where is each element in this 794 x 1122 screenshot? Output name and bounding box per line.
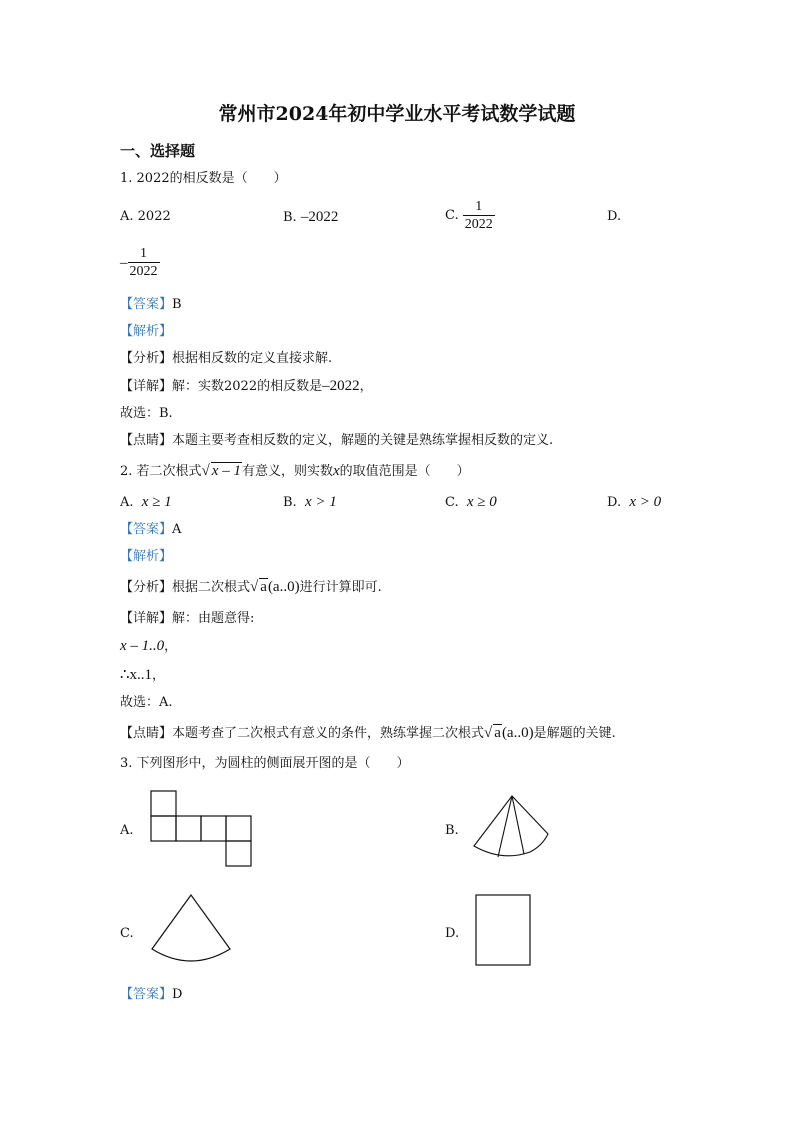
q2-option-c: C. x ≥ 0 bbox=[445, 494, 497, 510]
q1-xiangjie: 【详解】解：实数2022的相反数是–2022， bbox=[120, 378, 373, 394]
q3-option-b-figure bbox=[472, 794, 552, 862]
q3-answer: 【答案】D bbox=[120, 987, 183, 1002]
q2-dianjing: 【点睛】本题考查了二次根式有意义的条件，熟练掌握二次根式√ a(a..0)是解题的关键. bbox=[120, 725, 616, 741]
q1-option-d-label: D. bbox=[607, 209, 622, 224]
page-title: 常州市2024年初中学业水平考试数学试题 bbox=[218, 103, 576, 125]
q1-option-d-math: – $\frac{1}{2022}$ bbox=[120, 246, 158, 279]
q1-option-b: B. –2022 bbox=[283, 209, 339, 225]
q2-fenxi: 【分析】根据二次根式√ a(a..0)进行计算即可. bbox=[120, 579, 382, 595]
q1-option-a: A. 2022 bbox=[120, 209, 171, 224]
q2-choose: 故选：A. bbox=[120, 695, 173, 710]
q3-option-a-figure bbox=[150, 790, 254, 868]
q3-option-b-label: B. bbox=[445, 823, 459, 838]
q2-stem-sqrt: x – 1 bbox=[211, 463, 241, 479]
q3-option-c-label: C. bbox=[120, 926, 134, 941]
q2-stem: 2. 若二次根式√ x – 1有意义，则实数x的取值范围是（ ） bbox=[120, 463, 470, 479]
q2-option-d: D. x > 0 bbox=[607, 494, 662, 510]
q3-option-d-label: D. bbox=[445, 926, 460, 941]
q1-analysis-tag: 【解析】 bbox=[120, 324, 173, 339]
q3-option-c-figure bbox=[150, 893, 232, 967]
q2-option-a: A. x ≥ 1 bbox=[120, 494, 172, 510]
q2-analysis-tag: 【解析】 bbox=[120, 549, 173, 564]
q2-answer: 【答案】A bbox=[120, 522, 182, 537]
q1-choose: 故选：B. bbox=[120, 406, 173, 421]
q2-line2: ∴x..1， bbox=[120, 667, 166, 683]
q1-option-c: C. $\frac{1}{2022}$ bbox=[445, 199, 493, 232]
q2-line1: x – 1..0， bbox=[120, 638, 178, 654]
q1-stem: 1. 2022的相反数是（ ） bbox=[120, 171, 287, 186]
q3-stem: 3. 下列图形中，为圆柱的侧面展开图的是（ ） bbox=[120, 756, 410, 771]
q2-xiangjie: 【详解】解：由题意得: bbox=[120, 611, 255, 626]
section-heading: 一、选择题 bbox=[120, 142, 196, 160]
q2-option-b: B. x > 1 bbox=[283, 494, 337, 510]
q3-option-a-label: A. bbox=[120, 823, 134, 838]
q1-fenxi: 【分析】根据相反数的定义直接求解. bbox=[120, 351, 333, 366]
q1-option-c-fraction: $\frac{1}{2022}$ bbox=[464, 199, 493, 232]
q1-dianjing: 【点睛】本题主要考查相反数的定义，解题的关键是熟练掌握相反数的定义. bbox=[120, 433, 554, 448]
q1-answer: 【答案】B bbox=[120, 297, 182, 312]
q1-option-b-math: –2022 bbox=[300, 209, 339, 225]
q3-option-d-figure bbox=[475, 894, 533, 968]
